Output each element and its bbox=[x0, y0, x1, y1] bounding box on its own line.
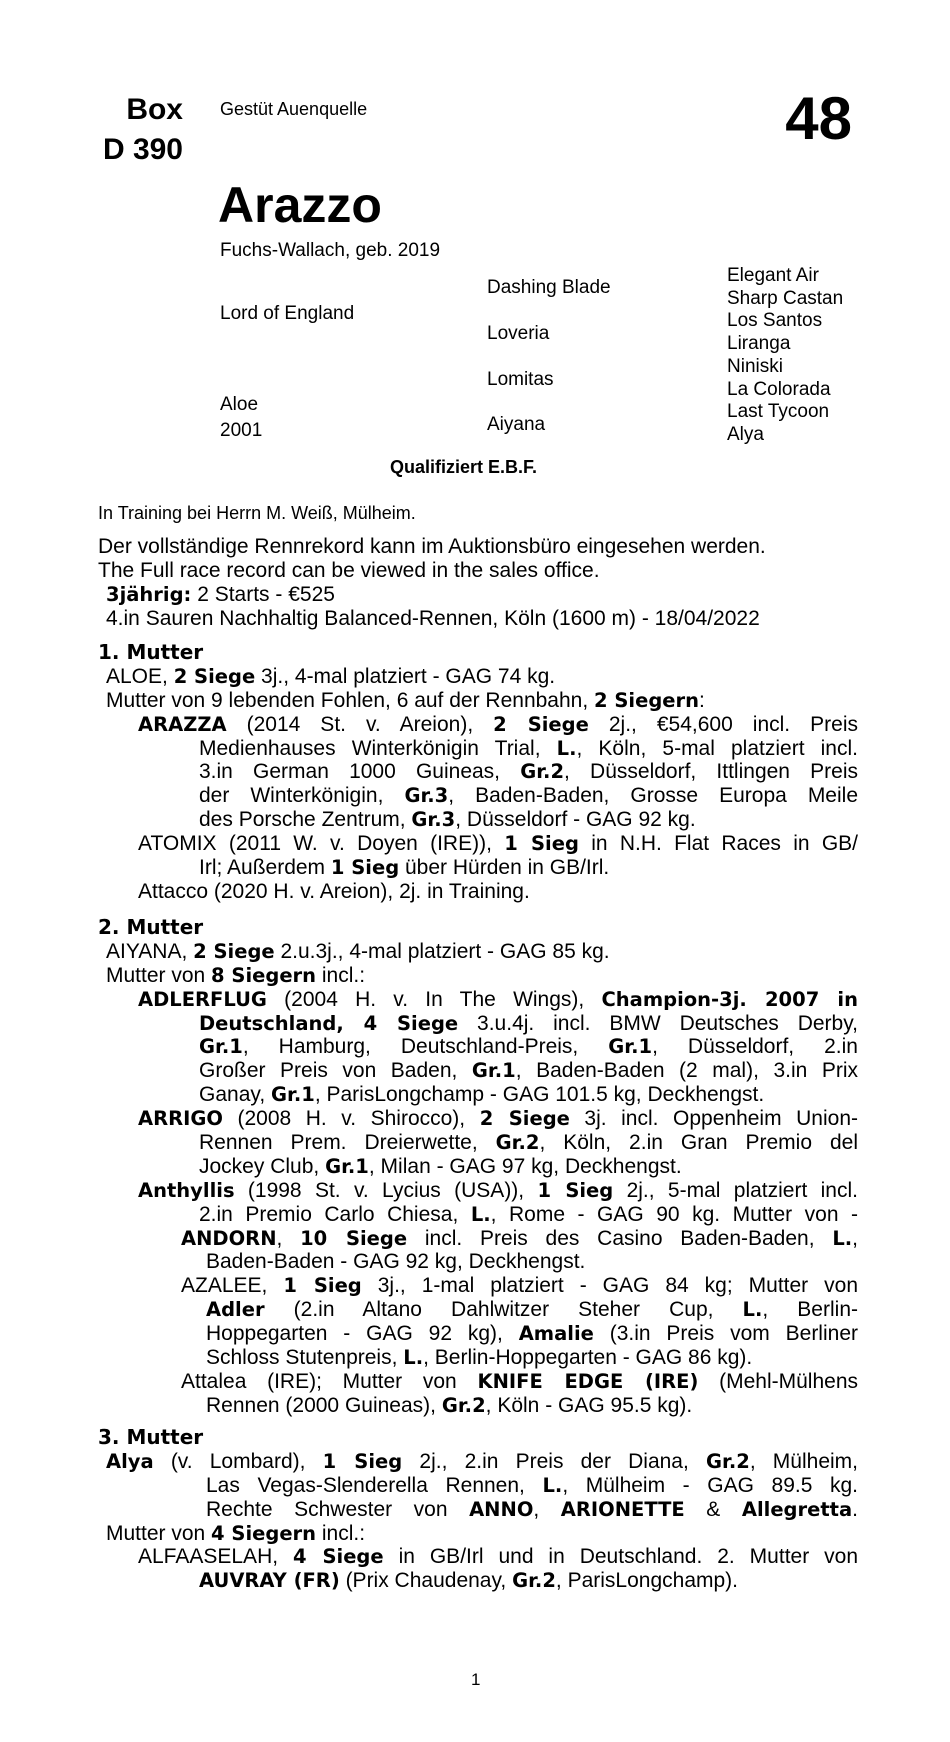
dam-1-heading: 1. Mutter bbox=[98, 640, 204, 664]
dam-3-record: Alya (v. Lombard), 1 Sieg 2j., 2.in Preis der Diana, Gr.2, Mülheim, bbox=[106, 1449, 858, 1473]
pedigree-gen3: Last Tycoon bbox=[727, 401, 830, 422]
dam-1-record: ALOE, 2 Siege 3j., 4-mal platziert - GAG 74 kg. bbox=[106, 664, 556, 688]
pedigree-gen3: Sharp Castan bbox=[727, 288, 844, 309]
qualification: Qualifiziert E.B.F. bbox=[390, 457, 538, 477]
pedigree-sire: Lord of England bbox=[220, 303, 355, 324]
horse-description: Fuchs-Wallach, geb. 2019 bbox=[220, 240, 441, 261]
dam-3-section: 3. Mutter Alya (v. Lombard), 1 Sieg 2j., 2.in Preis der Diana, Gr.2, Mülheim, Las Vegas-Slenderella Rennen, L., Mülheim - GAG 89.5 kg. Rechte Schwester von ANNO, ARIONETTE & Allegretta. Mutter von 4 Siegern incl.: ALFAASELAH, 4 Siege in GB/Irl und in Deutschland. 2. Mutter von AUVRAY (FR) (Prix Chaudenay, Gr.2, ParisLongchamp). bbox=[98, 1425, 858, 1593]
dam-1-section bbox=[98, 641, 858, 904]
race-record bbox=[98, 535, 858, 631]
race-record-placing: 4.in Sauren Nachhaltig Balanced-Rennen, Köln (1600 m) - 18/04/2022 bbox=[106, 606, 760, 630]
pedigree-gen3: Alya bbox=[727, 424, 764, 445]
dam-2-produce: Mutter von 8 Siegern incl.: bbox=[106, 963, 366, 987]
produce-entry-arazza: ARAZZA (2014 St. v. Areion), 2 Siege 2j., €54,600 incl. Preis Medienhauses Winterkönigin Trial, L., Köln, 5-mal platziert incl. 3.in German 1000 Guineas, Gr.2, Düsseldorf, Ittlingen Preis der Winterkönigin, Gr.3, Baden-Baden, Grosse Europa Meile des Porsche Zentrum, Gr.3, Düsseldorf - GAG 92 kg. bbox=[138, 712, 858, 832]
box-number: D 390 bbox=[102, 133, 183, 166]
dam-2-section bbox=[98, 916, 858, 1418]
produce-entry-anthyllis: Anthyllis (1998 St. v. Lycius (USA)), 1 Sieg 2j., 5-mal platziert incl. 2.in Premio Carlo Chiesa, L., Rome - GAG 90 kg. Mutter von - ANDORN, 10 Siege incl. Preis des Casino Baden-Baden, L., Baden-Baden - GAG 92 kg, Deckhengst. bbox=[138, 1178, 858, 1274]
pedigree-gen2: Aiyana bbox=[487, 414, 546, 435]
page-number: 1 bbox=[471, 1670, 481, 1689]
race-record-summary: 3jährig: 2 Starts - €525 bbox=[106, 582, 335, 606]
race-record-note-en: The Full race record can be viewed in the sales office. bbox=[98, 558, 600, 582]
produce-entry-azalee: AZALEE, 1 Sieg 3j., 1-mal platziert - GAG 84 kg; Mutter von Adler (2.in Altano Dahlwitzer Steher Cup, L., Berlin- Hoppegarten - GAG 92 kg), Amalie (3.in Preis vom Berliner Schloss Stutenpreis, L., Berlin-Hoppegarten - GAG 86 kg). bbox=[181, 1274, 858, 1370]
dam-3-produce: Mutter von 4 Siegern incl.: bbox=[106, 1521, 366, 1545]
training-note: In Training bei Herrn M. Weiß, Mülheim. bbox=[98, 503, 416, 523]
dam-3-siblings: Rechte Schwester von ANNO, ARIONETTE & Allegretta. bbox=[206, 1497, 858, 1521]
box-label: Box bbox=[126, 93, 183, 126]
produce-entry-atomix: ATOMIX (2011 W. v. Doyen (IRE)), 1 Sieg in N.H. Flat Races in GB/ Irl; Außerdem 1 Sieg über Hürden in GB/Irl. bbox=[138, 832, 858, 880]
pedigree-gen3: Liranga bbox=[727, 333, 791, 354]
pedigree-gen3: La Colorada bbox=[727, 379, 831, 400]
pedigree-dam-year: 2001 bbox=[220, 420, 263, 441]
age-label: 3jährig: bbox=[106, 582, 192, 606]
produce-entry-arrigo: ARRIGO (2008 H. v. Shirocco), 2 Siege 3j. incl. Oppenheim Union- Rennen Prem. Dreierwette, Gr.2, Köln, 2.in Gran Premio del Jockey Club, Gr.1, Milan - GAG 97 kg, Deckhengst. bbox=[138, 1107, 858, 1178]
pedigree-gen2: Dashing Blade bbox=[487, 277, 611, 298]
pedigree-gen2: Loveria bbox=[487, 323, 550, 344]
race-record-note-de: Der vollständige Rennrekord kann im Auktionsbüro eingesehen werden. bbox=[98, 535, 766, 558]
produce-entry-alfaaselah: ALFAASELAH, 4 Siege in GB/Irl und in Deutschland. 2. Mutter von AUVRAY (FR) (Prix Chaudenay, Gr.2, ParisLongchamp). bbox=[138, 1545, 858, 1593]
breeder: Gestüt Auenquelle bbox=[220, 99, 368, 119]
pedigree-dam: Aloe bbox=[220, 394, 259, 415]
dam-1-produce: Mutter von 9 lebenden Fohlen, 6 auf der Rennbahn, 2 Siegern: bbox=[106, 688, 705, 712]
pedigree-gen2: Lomitas bbox=[487, 369, 554, 390]
pedigree-gen3: Elegant Air bbox=[727, 265, 819, 286]
dam-2-heading: 2. Mutter bbox=[98, 915, 204, 939]
horse-name: Arazzo bbox=[218, 177, 382, 233]
produce-entry-attacco: Attacco (2020 H. v. Areion), 2j. in Training. bbox=[138, 879, 530, 903]
dam-2-record: AIYANA, 2 Siege 2.u.3j., 4-mal platziert - GAG 85 kg. bbox=[106, 939, 610, 963]
lot-number: 48 bbox=[785, 85, 852, 152]
pedigree-gen3: Niniski bbox=[727, 356, 783, 377]
dam-3-heading: 3. Mutter bbox=[98, 1425, 204, 1449]
produce-entry-adlerflug: ADLERFLUG (2004 H. v. In The Wings), Champion-3j. 2007 in Deutschland, 4 Siege 3.u.4j. incl. BMW Deutsches Derby, Gr.1, Hamburg, Deutschland-Preis, Gr.1, Düsseldorf, 2.in Großer Preis von Baden, Gr.1, Baden-Baden (2 mal), 3.in Prix Ganay, Gr.1, ParisLongchamp - GAG 101.5 kg, Deckhengst. bbox=[138, 987, 858, 1107]
produce-entry-attalea: Attalea (IRE); Mutter von KNIFE EDGE (IRE) (Mehl-Mülhens Rennen (2000 Guineas), Gr.2, Köln - GAG 95.5 kg). bbox=[181, 1369, 858, 1417]
pedigree-gen3: Los Santos bbox=[727, 310, 823, 331]
